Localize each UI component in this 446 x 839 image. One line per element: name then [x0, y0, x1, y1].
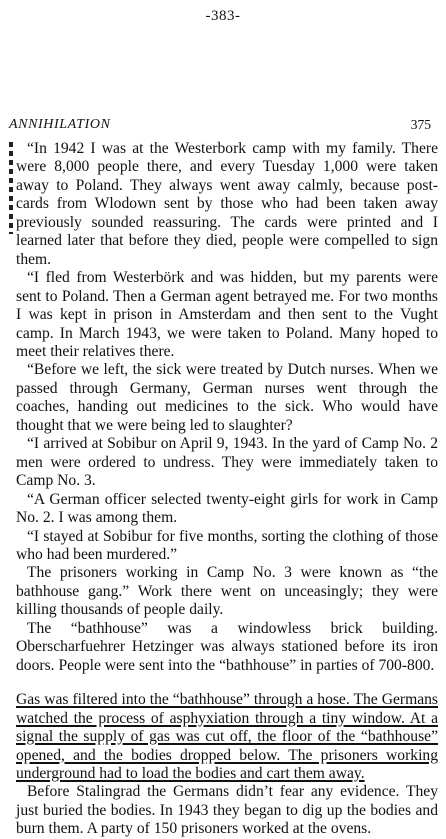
paragraph: The “bathhouse” was a windowless brick building. Oberscharfuehrer Hetzinger was always stationed before its iron doors. People were sent into the “bathhouse” in parties of 700-800.: [16, 619, 438, 674]
paragraph: The prisoners working in Camp No. 3 were known as “the bathhouse gang.” Work there went on unceasingly; they were killing thousands of people daily.: [16, 564, 438, 619]
chapter-title: ANNIHILATION: [9, 117, 111, 132]
underlined-paragraph: Gas was filtered into the “bathhouse” through a hose. The Germans watched the process of asphyxiation through a tiny window. At a signal the supply of gas was cut off, the floor of the “bathhouse” opened, and the bodies dropped below. The prisoners working underground had to load the bodies and cart them away.: [16, 691, 438, 782]
running-header: [9, 117, 431, 135]
body-text: [16, 140, 438, 839]
paragraph: Before Stalingrad the Germans didn’t fear any evidence. They just buried the bodies. In 1943 they began to dig up the bodies and burn them. A party of 150 prisoners worked at the ovens.: [16, 783, 438, 838]
paragraph: “I arrived at Sobibur on April 9, 1943. In the yard of Camp No. 2 men were ordered to undress. They were immediately taken to Camp No. 3.: [16, 435, 438, 490]
paragraph: “Before we left, the sick were treated by Dutch nurses. When we passed through Germany, German nurses went through the coaches, handing out medicines to the sick. Who would have thought that we were being led to slaughter?: [16, 361, 438, 434]
book-page-number: 375: [410, 117, 431, 132]
paragraph: “I stayed at Sobibur for five months, sorting the clothing of those who had been murdered.”: [16, 527, 438, 563]
paragraph: “In 1942 I was at the Westerbork camp with my family. There were 8,000 people there, and every Tuesday 1,000 were taken away to Poland. They always went away calmly, because post-cards from Wlodown sent by those who had been taken away previously sounded reassuring. The cards were printed and I learned later that before they died, people were compelled to sign them.: [16, 140, 438, 268]
paragraph: “I fled from Westerbörk and was hidden, but my parents were sent to Poland. Then a German agent betrayed me. For two months I was kept in prison in Amsterdam and then sent to the Vught camp. In March 1943, we were taken to Poland. Many hoped to meet their relatives there.: [16, 269, 438, 360]
archive-page-number: -383-: [205, 8, 241, 24]
handwritten-margin-mark: [9, 142, 13, 234]
paragraph: “A German officer selected twenty-eight girls for work in Camp No. 2. I was among them.: [16, 490, 438, 527]
